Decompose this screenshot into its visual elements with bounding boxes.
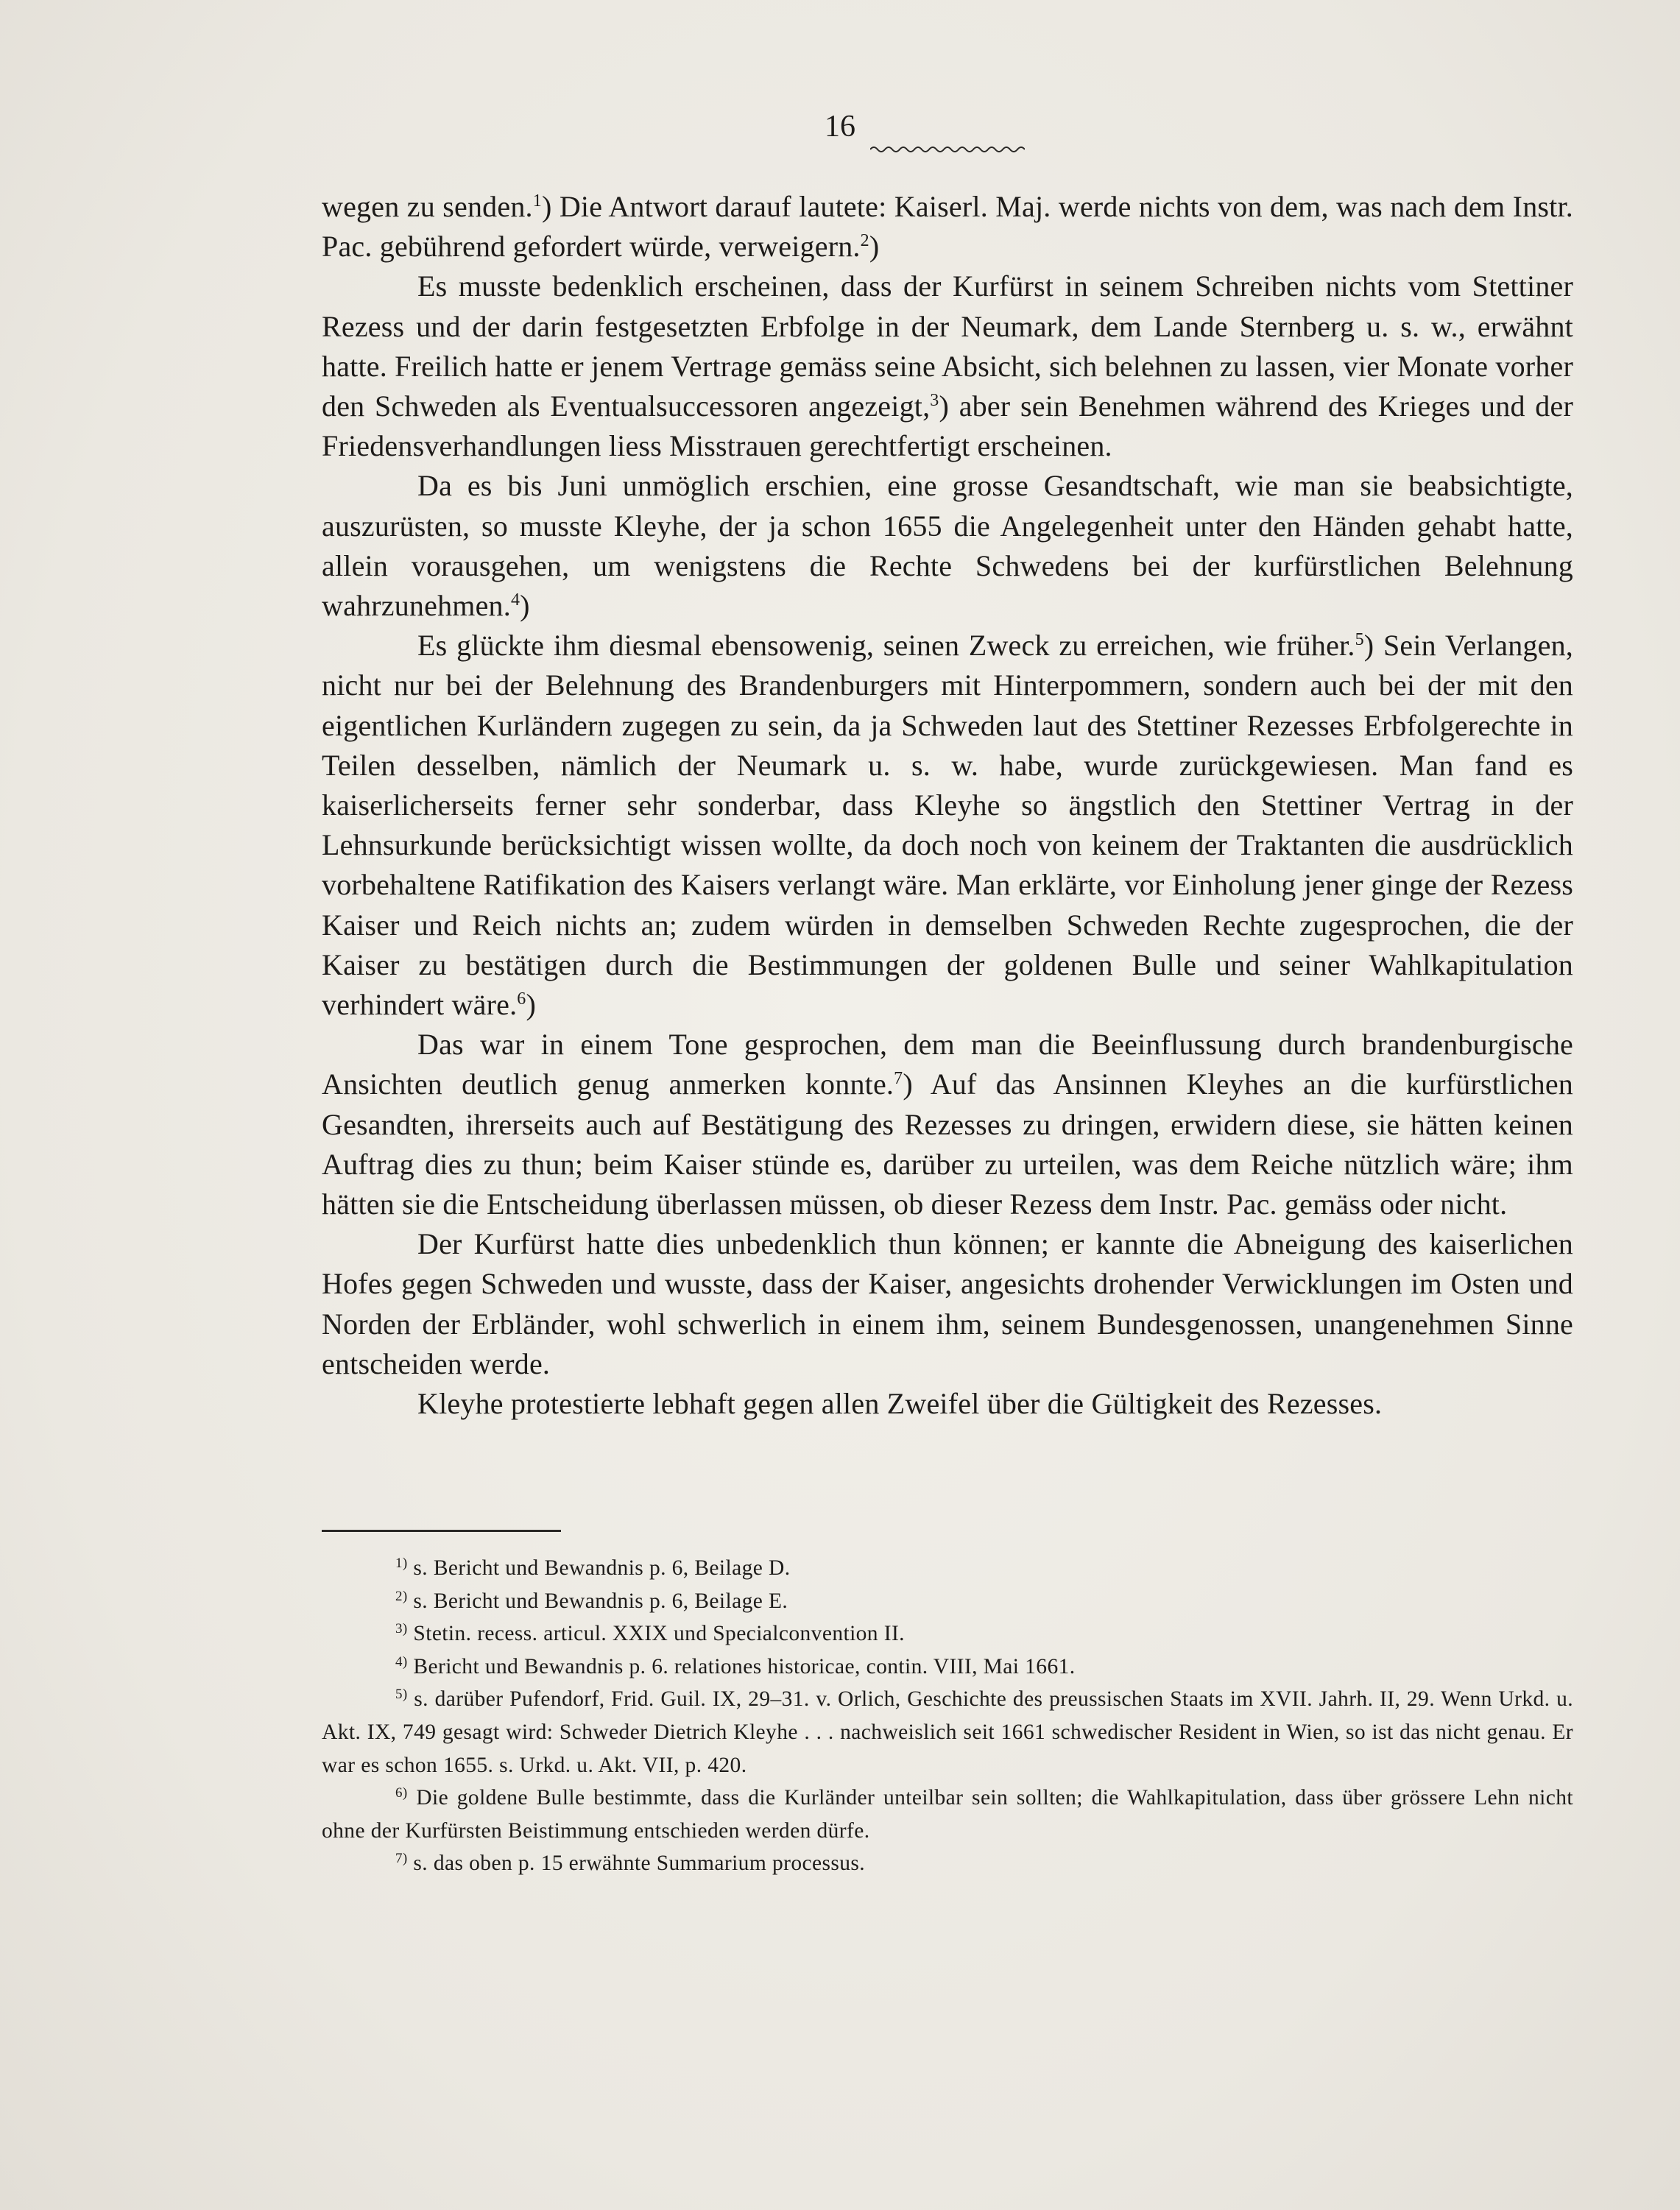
- footnote-6: $^{6)}$ Die goldene Bulle bestimmte, dass die Kurländer unteilbar sein sollten; die Wahlkapitulation, dass über grössere Lehn nicht ohne der Kurfürsten Beistimmung entschieden werden dürfe.: [322, 1785, 1573, 1843]
- paragraph-3: Da es bis Juni unmöglich erschien, eine grosse Gesandtschaft, wie man sie beabsichtigte, auszurüsten, so musste Kleyhe, der ja schon 1655 die Angelegenheit unter den Händen gehabt hatte, allein vorausgehen, um wenigstens die Rechte Schwedens bei der kurfürstlichen Belehnung wahrzunehmen.$^4$): [322, 469, 1573, 623]
- footnote-7: $^{7)}$ s. das oben p. 15 erwähnte Summarium processus.: [395, 1851, 866, 1876]
- body-text: [322, 187, 1573, 1424]
- paragraph-7: Kleyhe protestierte lebhaft gegen allen Zweifel über die Gültigkeit des Rezesses.: [417, 1387, 1383, 1421]
- footnote-ref: 1: [532, 191, 542, 211]
- footnote-ref: 7: [894, 1069, 903, 1089]
- page-number: 16: [825, 110, 855, 144]
- footnotes: [322, 1552, 1573, 1880]
- paragraph-5: Das war in einem Tone gesprochen, dem man die Beeinflussung durch brandenburgische Ansichten deutlich genug anmerken konnte.$^7$) Auf das Ansinnen Kleyhes an die kurfürstlichen Gesandten, ihrerseits auch auf Bestätigung des Rezesses zu dringen, erwidern diese, sie hätten keinen Auftrag dies zu thun; beim Kaiser stünde es, darüber zu urteilen, was dem Reiche nützlich wäre; ihm hätten sie die Entscheidung überlassen müssen, ob dieser Rezess dem Instr. Pac. gemäss oder nicht.: [322, 1028, 1573, 1221]
- footnote-ref: 3: [930, 391, 939, 411]
- footnote-5: $^{5)}$ s. darüber Pufendorf, Frid. Guil. IX, 29–31. v. Orlich, Geschichte des preussischen Staats im XVII. Jahrh. II, 29. Wenn Urkd. u. Akt. IX, 749 gesagt wird: Schweder Dietrich Kleyhe . . . nachweislich seit 1661 schwedischer Resident in Wien, so ist das nicht genau. Er war es schon 1655. s. Urkd. u. Akt. VII, p. 420.: [322, 1687, 1573, 1777]
- footnote-ref: 4: [510, 590, 520, 610]
- footnote-4: $^{4)}$ Bericht und Bewandnis p. 6. relationes historicae, contin. VIII, Mai 1661.: [395, 1653, 1076, 1678]
- footnote-divider: [322, 1530, 561, 1532]
- paragraph-2: Es musste bedenklich erscheinen, dass der Kurfürst in seinem Schreiben nichts vom Stettiner Rezess und der darin festgesetzten Erbfolge in der Neumark, dem Lande Sternberg u. s. w., erwähnt hatte. Freilich hatte er jenem Vertrage gemäss seine Absicht, sich belehnen zu lassen, vier Monate vorher den Schweden als Eventualsuccessoren angezeigt,$^3$) aber sein Benehmen während des Krieges und der Friedensverhandlungen liess Misstrauen gerechtfertigt erscheinen.: [322, 269, 1573, 463]
- footnote-3: $^{3)}$ Stetin. recess. articul. XXIX und Specialconvention II.: [395, 1621, 905, 1646]
- paragraph-1: wegen zu senden.$^1$) Die Antwort darauf lautete: Kaiserl. Maj. werde nichts von dem, was nach dem Instr. Pac. gebührend gefordert würde, verweigern.$^2$): [322, 190, 1573, 264]
- paragraph-6: Der Kurfürst hatte dies unbedenklich thun können; er kannte die Abneigung des kaiserlichen Hofes gegen Schweden und wusste, dass der Kaiser, angesichts drohender Verwicklungen im Osten und Norden der Erbländer, wohl schwerlich in einem ihm, seinem Bundesgenossen, unangenehmen Sinne entscheiden werde.: [322, 1227, 1573, 1380]
- footnote-ref: 2: [860, 231, 869, 251]
- footnote-2: $^{2)}$ s. Bericht und Bewandnis p. 6, Beilage E.: [395, 1588, 788, 1613]
- paragraph-4: Es glückte ihm diesmal ebensowenig, seinen Zweck zu erreichen, wie früher.$^5$) Sein Verlangen, nicht nur bei der Belehnung des Brandenburgers mit Hinterpommern, sondern auch bei der mit den eigentlichen Kurländern zugegen zu sein, da ja Schweden laut des Stettiner Rezesses Erbfolgerechte in Teilen desselben, nämlich der Neumark u. s. w. habe, wurde zurückgewiesen. Man fand es kaiserlicherseits ferner sehr sonderbar, dass Kleyhe so ängstlich den Stettiner Vertrag in der Lehnsurkunde berücksichtigt wissen wollte, da doch noch von keinem der Traktanten die ausdrücklich vorbehaltene Ratifikation des Kaisers verlangt wäre. Man erklärte, vor Einholung jener ginge der Rezess Kaiser und Reich nichts an; zudem würden in demselben Schweden Rechte zugesprochen, die der Kaiser zu bestätigen durch die Bestimmungen der goldenen Bulle und seiner Wahlkapitulation verhindert wäre.$^6$): [322, 629, 1573, 1022]
- footnote-ref: 6: [517, 989, 526, 1009]
- footnote-1: $^{1)}$ s. Bericht und Bewandnis p. 6, Beilage D.: [395, 1556, 791, 1580]
- footnote-ref: 5: [1355, 630, 1364, 650]
- wavy-ornament: [870, 144, 1025, 155]
